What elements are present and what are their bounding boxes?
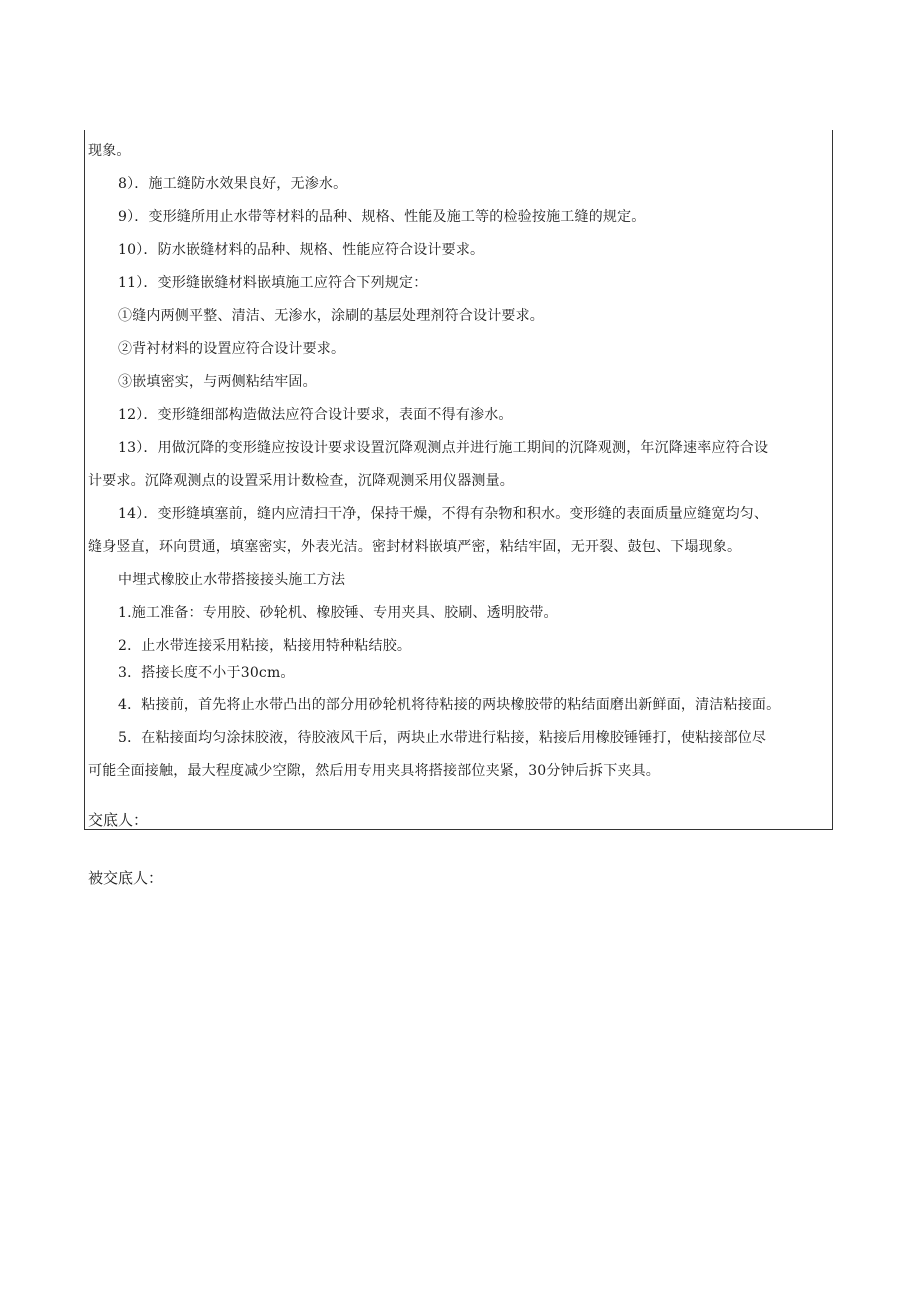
text-line: ②背衬材料的设置应符合设计要求。 (118, 341, 346, 357)
text-line: 3．搭接长度不小于30cm。 (118, 665, 295, 681)
text-line: 1.施工准备：专用胶、砂轮机、橡胶锤、专用夹具、胶刷、透明胶带。 (118, 605, 558, 621)
text-line: 5．在粘接面均匀涂抹胶液，待胶液风干后，两块止水带进行粘接，粘接后用橡胶锤锤打，使粘接部位尽 (118, 730, 767, 746)
text-line: 计要求。沉降观测点的设置采用计数检查，沉降观测采用仪器测量。 (88, 473, 514, 489)
text-line: 10）．防水嵌缝材料的品种、规格、性能应符合设计要求。 (118, 242, 485, 258)
text-line: 12）．变形缝细部构造做法应符合设计要求，表面不得有渗水。 (118, 407, 513, 423)
text-line: ③嵌填密实，与两侧粘结牢固。 (118, 374, 317, 390)
text-line: 8）．施工缝防水效果良好，无渗水。 (118, 176, 348, 192)
text-line: 9）．变形缝所用止水带等材料的品种、规格、性能及施工等的检验按施工缝的规定。 (118, 209, 646, 225)
text-line: 14）．变形缝填塞前，缝内应清扫干净，保持干燥，不得有杂物和积水。变形缝的表面质量应缝宽均匀、 (118, 506, 769, 522)
signer-label: 交底人： (88, 811, 149, 829)
text-line: ①缝内两侧平整、清洁、无渗水，涂刷的基层处理剂符合设计要求。 (118, 308, 544, 324)
text-line: 4．粘接前，首先将止水带凸出的部分用砂轮机将待粘接的两块橡胶带的粘结面磨出新鲜面，清洁粘接面。 (118, 697, 781, 713)
receiver-label: 被交底人： (88, 869, 164, 887)
text-line: 可能全面接触，最大程度减少空隙，然后用专用夹具将搭接部位夹紧，30分钟后拆下夹具。 (88, 763, 661, 779)
text-line: 2．止水带连接采用粘接，粘接用特种粘结胶。 (118, 638, 412, 654)
text-line: 缝身竖直，环向贯通，填塞密实，外表光洁。密封材料嵌填严密，粘结牢固，无开裂、鼓包、下塌现象。 (88, 539, 742, 555)
section-heading: 中埋式橡胶止水带搭接接头施工方法 (118, 572, 346, 588)
text-line: 11）．变形缝嵌缝材料嵌填施工应符合下列规定： (118, 275, 428, 291)
text-line: 13）．用做沉降的变形缝应按设计要求设置沉降观测点并进行施工期间的沉降观测，年沉降速率应符合设 (118, 440, 769, 456)
text-line: 现象。 (88, 143, 131, 159)
